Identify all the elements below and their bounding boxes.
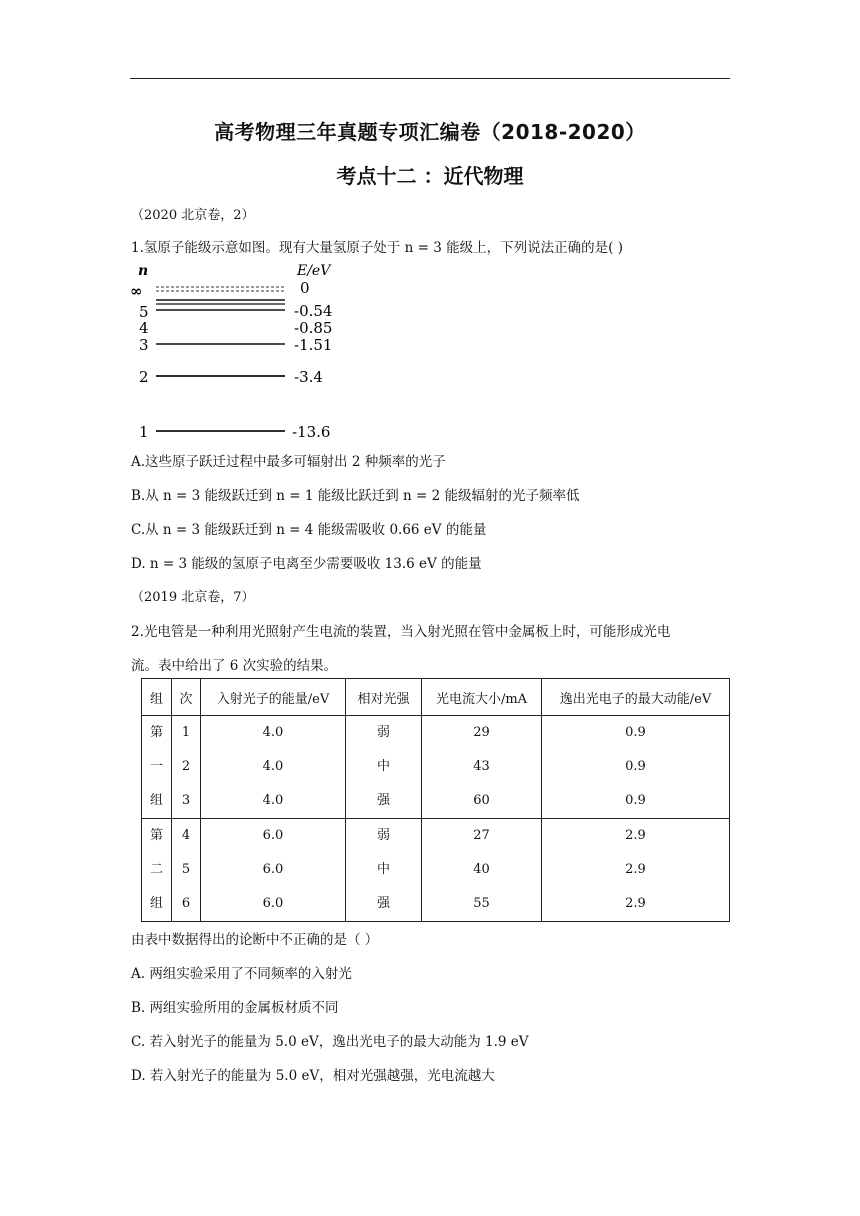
q2-stem-line2: 流。表中给出了 6 次实验的结果。 <box>131 658 338 674</box>
table-cell: 27 <box>473 828 490 843</box>
group-2-current <box>422 819 542 922</box>
group-1-char-3: 组 <box>149 793 163 808</box>
table-cell: 40 <box>473 862 490 877</box>
diagram-n-header: n <box>138 263 149 279</box>
table-cell: 弱 <box>376 828 390 843</box>
table-cell: 中 <box>376 862 390 877</box>
table-cell: 1 <box>181 725 191 740</box>
group-2-max-ke <box>542 819 730 922</box>
table-cell: 2 <box>181 759 191 774</box>
table-cell: 2.9 <box>625 862 646 877</box>
table-cell: 29 <box>473 725 490 740</box>
table-cell: 强 <box>376 896 390 911</box>
table-cell: 4.0 <box>262 759 284 774</box>
level-label-e-3: -1.51 <box>294 336 333 354</box>
table-group-row <box>142 819 730 922</box>
table-cell: 强 <box>376 793 390 808</box>
table-cell: 5 <box>181 862 191 877</box>
table-cell: 55 <box>473 896 490 911</box>
table-cell: 4.0 <box>262 725 284 740</box>
q2-option-d: D. 若入射光子的能量为 5.0 eV，相对光强越强，光电流越大 <box>131 1068 495 1084</box>
group-1-energy <box>201 716 346 819</box>
table-cell: 6.0 <box>262 828 284 843</box>
group-label-2 <box>142 819 172 922</box>
table-cell: 6.0 <box>262 862 284 877</box>
q2-source: （2019 北京卷，7） <box>131 590 255 605</box>
table-group-row <box>142 716 730 819</box>
table-cell: 0.9 <box>625 759 646 774</box>
experiment-table <box>141 678 730 922</box>
level-label-n-4: 4 <box>139 319 149 337</box>
group-1-current <box>422 716 542 819</box>
table-cell: 4.0 <box>262 793 284 808</box>
group-2-energy <box>201 819 346 922</box>
table-cell: 4 <box>181 828 191 843</box>
group-1-char-1: 第 <box>149 725 163 740</box>
table-header-row <box>142 679 730 716</box>
level-label-e-inf: 0 <box>300 279 310 297</box>
table-cell: 0.9 <box>625 725 646 740</box>
header-current: 光电流大小/mA <box>422 679 542 716</box>
q2-prompt: 由表中数据得出的论断中不正确的是（ ） <box>131 932 379 948</box>
header-trial: 次 <box>172 679 201 716</box>
q2-stem-line1: 2.光电管是一种利用光照射产生电流的装置，当入射光照在管中金属板上时，可能形成光电 <box>131 624 671 640</box>
group-2-char-2: 二 <box>149 862 163 877</box>
group-2-intensity <box>346 819 422 922</box>
table-cell: 6.0 <box>262 896 284 911</box>
q1-stem: 1.氢原子能级示意如图。现有大量氢原子处于 n = 3 能级上，下列说法正确的是( ) <box>131 240 623 256</box>
q1-option-b: B.从 n = 3 能级跃迁到 n = 1 能级比跃迁到 n = 2 能级辐射的光子频率低 <box>131 488 580 504</box>
level-label-n-inf: ∞ <box>130 282 143 300</box>
header-intensity: 相对光强 <box>346 679 422 716</box>
group-2-trials <box>172 819 201 922</box>
group-2-char-1: 第 <box>149 828 163 843</box>
group-1-intensity <box>346 716 422 819</box>
table-cell: 中 <box>376 759 390 774</box>
group-1-trials <box>172 716 201 819</box>
header-max-ke: 逸出光电子的最大动能/eV <box>542 679 730 716</box>
diagram-e-header: E/eV <box>297 263 331 279</box>
table-cell: 弱 <box>376 725 390 740</box>
level-label-e-2: -3.4 <box>294 368 323 386</box>
table-cell: 6 <box>181 896 191 911</box>
group-label-1 <box>142 716 172 819</box>
level-label-n-3: 3 <box>139 336 149 354</box>
table-cell: 60 <box>473 793 490 808</box>
q1-option-d: D. n = 3 能级的氢原子电离至少需要吸收 13.6 eV 的能量 <box>131 556 482 572</box>
group-1-char-2: 一 <box>149 759 163 774</box>
page-subtitle: 考点十二 ：近代物理 <box>336 164 524 188</box>
level-label-n-1: 1 <box>139 423 149 441</box>
q2-option-b: B. 两组实验所用的金属板材质不同 <box>131 1000 339 1016</box>
table-cell: 3 <box>181 793 191 808</box>
level-label-e-4: -0.85 <box>294 319 333 337</box>
group-1-max-ke <box>542 716 730 819</box>
header-photon-energy: 入射光子的能量/eV <box>201 679 346 716</box>
header-group: 组 <box>142 679 172 716</box>
page-title: 高考物理三年真题专项汇编卷（2018-2020） <box>214 120 646 144</box>
q2-option-c: C. 若入射光子的能量为 5.0 eV，逸出光电子的最大动能为 1.9 eV <box>131 1034 529 1050</box>
level-label-e-1: -13.6 <box>292 423 331 441</box>
level-label-n-5: 5 <box>139 303 149 321</box>
table-cell: 43 <box>473 759 490 774</box>
q2-option-a: A. 两组实验采用了不同频率的入射光 <box>131 966 352 982</box>
q1-source: （2020 北京卷，2） <box>131 208 255 223</box>
q1-option-c: C.从 n = 3 能级跃迁到 n = 4 能级需吸收 0.66 eV 的能量 <box>131 522 487 538</box>
energy-level-diagram <box>130 262 370 442</box>
group-2-char-3: 组 <box>149 896 163 911</box>
level-label-e-5: -0.54 <box>294 302 333 320</box>
header-rule <box>130 78 730 79</box>
level-label-n-2: 2 <box>139 368 149 386</box>
q1-option-a: A.这些原子跃迁过程中最多可辐射出 2 种频率的光子 <box>131 454 446 470</box>
table-cell: 0.9 <box>625 793 646 808</box>
table-cell: 2.9 <box>625 828 646 843</box>
table-cell: 2.9 <box>625 896 646 911</box>
